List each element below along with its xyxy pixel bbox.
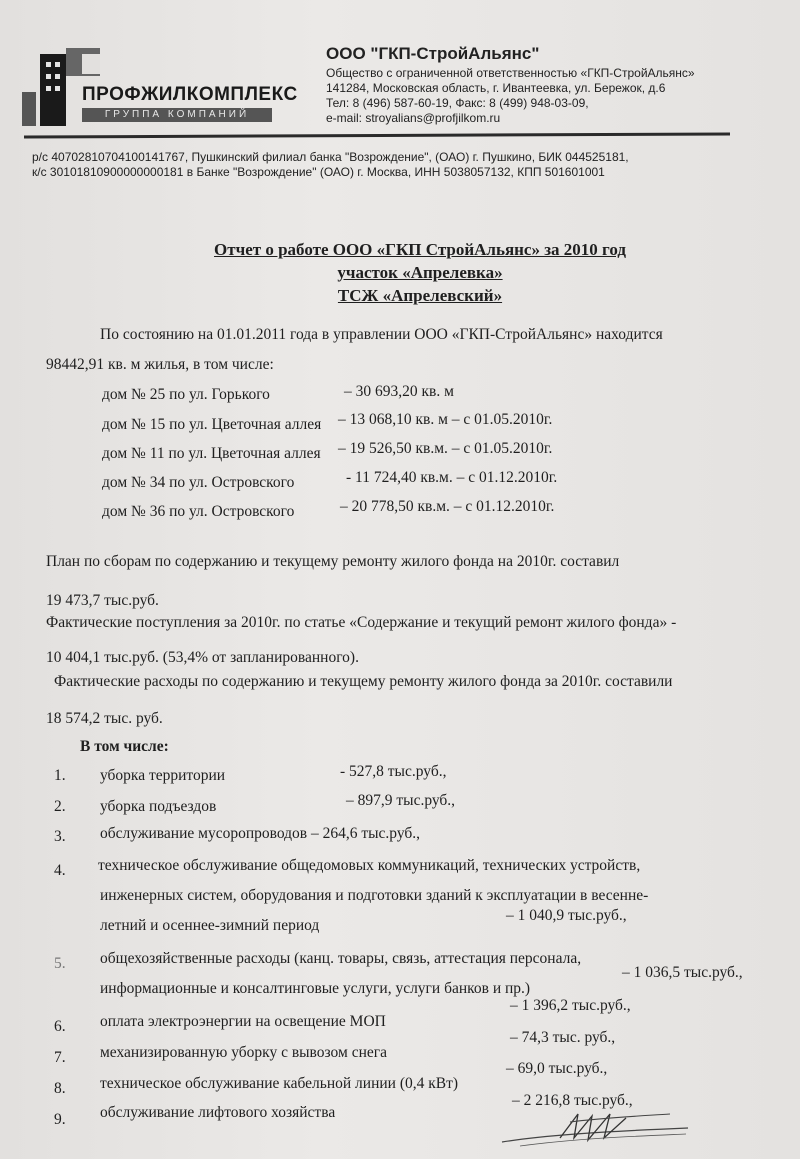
intro-line-2: 98442,91 кв. м жилья, в том числе: bbox=[46, 356, 274, 373]
house-area: – 20 778,50 кв.м. – с 01.12.2010г. bbox=[340, 498, 555, 515]
income-line-1: Фактические поступления за 2010г. по статье «Содержание и текущий ремонт жилого фонда» - bbox=[46, 614, 677, 631]
house-area: – 13 068,10 кв. м – с 01.05.2010г. bbox=[338, 411, 553, 428]
expense-item: обслуживание мусоропроводов – 264,6 тыс.руб., bbox=[100, 825, 421, 842]
expense-value: - 527,8 тыс.руб., bbox=[340, 763, 447, 780]
company-phone: Тел: 8 (496) 587-60-19, Факс: 8 (499) 948-03-09, bbox=[326, 96, 589, 110]
company-address: 141284, Московская область, г. Ивантеевка, ул. Бережок, д.6 bbox=[326, 81, 666, 95]
list-number: 9. bbox=[54, 1111, 66, 1128]
house-name: дом № 11 по ул. Цветочная аллея bbox=[102, 445, 321, 462]
expense-item: техническое обслуживание общедомовых коммуникаций, технических устройств, bbox=[98, 857, 641, 874]
logo-subtitle: ГРУППА КОМПАНИЙ bbox=[82, 108, 272, 122]
list-number: 2. bbox=[54, 798, 66, 815]
house-name: дом № 25 по ул. Горького bbox=[102, 386, 270, 403]
expense-value: – 897,9 тыс.руб., bbox=[346, 792, 456, 809]
expense-item: общехозяйственные расходы (канц. товары, связь, аттестация персонала, bbox=[100, 950, 582, 967]
list-number: 5. bbox=[54, 955, 66, 972]
expense-item: информационные и консалтинговые услуги, услуги банков и пр.) bbox=[100, 980, 531, 997]
house-area: – 19 526,50 кв.м. – с 01.05.2010г. bbox=[338, 440, 553, 457]
plan-line-2: 19 473,7 тыс.руб. bbox=[46, 592, 159, 609]
house-area: - 11 724,40 кв.м. – с 01.12.2010г. bbox=[346, 469, 558, 486]
list-number: 4. bbox=[54, 862, 66, 879]
list-number: 6. bbox=[54, 1018, 66, 1035]
expense-item: обслуживание лифтового хозяйства bbox=[100, 1104, 336, 1121]
logo-wordmark: ПРОФЖИЛКОМПЛЕКС bbox=[82, 84, 298, 105]
expense-item: механизированную уборку с вывозом снега bbox=[100, 1044, 387, 1061]
expenses-line-1: Фактические расходы по содержанию и текущему ремонту жилого фонда за 2010г. составили bbox=[54, 673, 673, 690]
expense-value: – 2 216,8 тыс.руб., bbox=[512, 1092, 633, 1109]
report-title: Отчет о работе ООО «ГКП СтройАльянс» за 2010 год bbox=[214, 240, 626, 259]
list-number: 8. bbox=[54, 1080, 66, 1097]
bank-line-1: р/с 40702810704100141767, Пушкинский филиал банка "Возрождение", (ОАО) г. Пушкино, БИК 044525181, bbox=[32, 150, 629, 164]
expenses-line-2: 18 574,2 тыс. руб. bbox=[46, 710, 163, 727]
list-number: 3. bbox=[54, 828, 66, 845]
expense-value: – 74,3 тыс. руб., bbox=[510, 1029, 616, 1046]
expense-item: техническое обслуживание кабельной линии (0,4 кВт) bbox=[100, 1075, 459, 1092]
report-subtitle-hoa: ТСЖ «Апрелевский» bbox=[337, 286, 503, 305]
expense-item: летний и осеннее-зимний период bbox=[100, 917, 320, 934]
expense-value: – 1 396,2 тыс.руб., bbox=[510, 997, 631, 1014]
expense-item: инженерных систем, оборудования и подготовки зданий к эксплуатации в весенне- bbox=[100, 887, 649, 904]
expense-item: оплата электроэнергии на освещение МОП bbox=[100, 1013, 386, 1030]
house-name: дом № 34 по ул. Островского bbox=[102, 474, 295, 491]
company-name: ООО "ГКП-СтройАльянс" bbox=[326, 44, 540, 63]
list-number: 1. bbox=[54, 767, 66, 784]
expense-value: – 1 036,5 тыс.руб., bbox=[622, 964, 743, 981]
report-subtitle-site: участок «Апрелевка» bbox=[337, 263, 503, 282]
company-description: Общество с ограниченной ответственностью «ГКП-СтройАльянс» bbox=[326, 66, 695, 80]
expense-value: – 1 040,9 тыс.руб., bbox=[506, 907, 627, 924]
list-number: 7. bbox=[54, 1049, 66, 1066]
intro-line-1: По состоянию на 01.01.2011 года в управлении ООО «ГКП-СтройАльянс» находится bbox=[100, 326, 663, 343]
house-name: дом № 15 по ул. Цветочная аллея bbox=[102, 416, 322, 433]
expense-item: уборка подъездов bbox=[100, 798, 217, 815]
bank-details bbox=[32, 150, 629, 180]
including-label: В том числе: bbox=[80, 738, 169, 755]
expense-item: уборка территории bbox=[100, 767, 226, 784]
expense-value: – 69,0 тыс.руб., bbox=[506, 1060, 608, 1077]
company-email: e-mail: stroyalians@profjilkom.ru bbox=[326, 111, 501, 125]
house-area: – 30 693,20 кв. м bbox=[344, 383, 454, 400]
company-info bbox=[326, 44, 695, 126]
bank-line-2: к/с 30101810900000000181 в Банке "Возрождение" (ОАО) г. Москва, ИНН 5038057132, КПП 501601001 bbox=[32, 165, 605, 179]
income-line-2: 10 404,1 тыс.руб. (53,4% от запланированного). bbox=[46, 649, 359, 666]
house-name: дом № 36 по ул. Островского bbox=[102, 503, 295, 520]
signature-icon bbox=[500, 1108, 690, 1148]
plan-line-1: План по сборам по содержанию и текущему ремонту жилого фонда на 2010г. составил bbox=[46, 553, 620, 570]
